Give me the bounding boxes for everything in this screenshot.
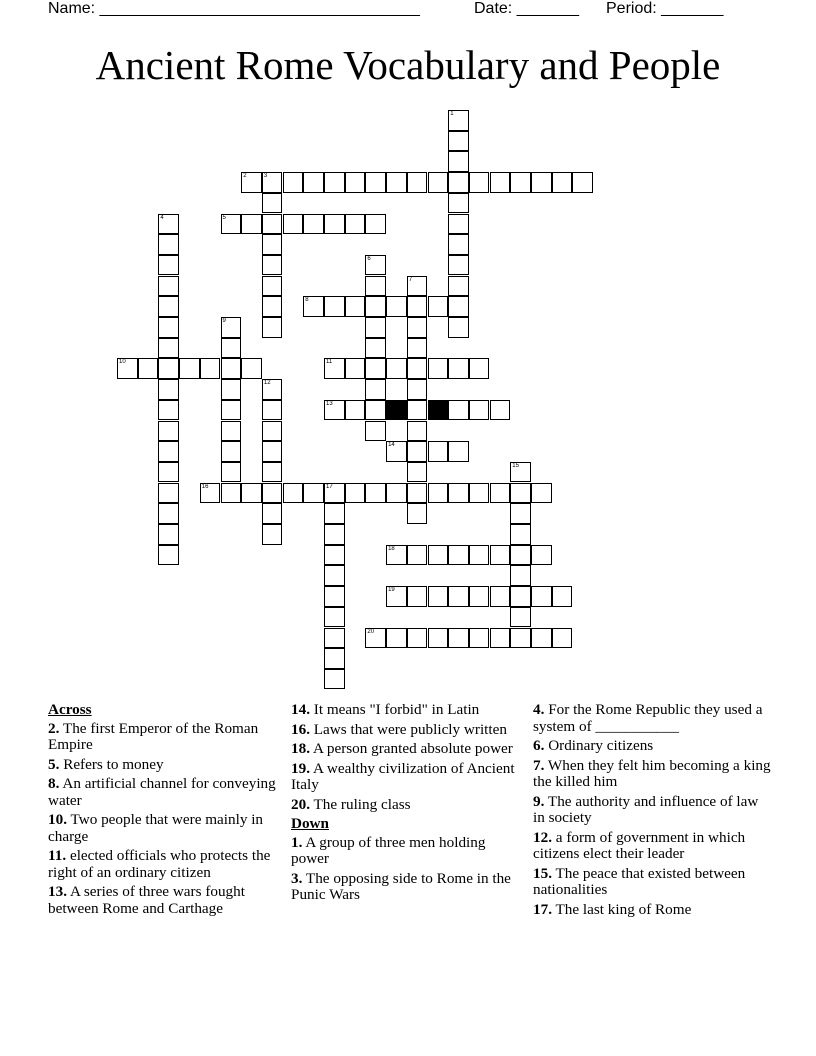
clue-item-text: The first Emperor of the Roman Empire: [48, 719, 259, 753]
grid-cell[interactable]: [221, 358, 242, 379]
clue-number: 16: [201, 483, 209, 490]
grid-cell[interactable]: [428, 296, 449, 317]
clue-item-text: Two people that were mainly in charge: [48, 811, 264, 845]
clue-item-number: 19.: [291, 759, 310, 777]
grid-cell[interactable]: [448, 400, 469, 421]
clue-item-number: 18.: [291, 740, 310, 757]
grid-cell[interactable]: [531, 545, 552, 566]
grid-cell[interactable]: [158, 338, 179, 359]
clue-item: [533, 702, 773, 735]
clue-number: 13: [326, 400, 333, 407]
grid-cell[interactable]: [490, 628, 511, 649]
grid-cell[interactable]: [407, 441, 428, 462]
grid-cell[interactable]: [324, 503, 345, 524]
grid-cell[interactable]: [324, 358, 345, 379]
grid-cell[interactable]: [221, 338, 242, 359]
grid-block: [386, 400, 407, 421]
date-field[interactable]: Date: _______: [474, 0, 579, 17]
clue-number: 19: [388, 587, 395, 594]
clue-item: [48, 757, 278, 774]
grid-cell[interactable]: [262, 441, 283, 462]
grid-cell[interactable]: [345, 296, 366, 317]
grid-cell[interactable]: [221, 317, 242, 338]
grid-cell[interactable]: [365, 172, 386, 193]
grid-cell[interactable]: [448, 545, 469, 566]
clue-item: [291, 797, 521, 814]
clue-number: 6: [367, 255, 371, 262]
grid-cell[interactable]: [158, 462, 179, 483]
clue-item: [291, 722, 521, 739]
grid-cell[interactable]: [158, 358, 179, 379]
grid-cell[interactable]: [221, 214, 242, 235]
grid-cell[interactable]: [469, 586, 490, 607]
grid-cell[interactable]: [324, 669, 345, 690]
grid-cell[interactable]: [572, 172, 593, 193]
grid-cell[interactable]: [552, 586, 573, 607]
grid-cell[interactable]: [158, 545, 179, 566]
grid-block: [428, 400, 449, 421]
clue-item-text: When they felt him becoming a king the killed him: [533, 756, 771, 790]
grid-cell[interactable]: [262, 214, 283, 235]
grid-cell[interactable]: [407, 317, 428, 338]
clue-number: 18: [388, 545, 395, 552]
clue-number: 1: [450, 111, 454, 117]
grid-cell[interactable]: [158, 276, 179, 297]
grid-cell[interactable]: [448, 234, 469, 255]
grid-cell[interactable]: [158, 441, 179, 462]
grid-cell[interactable]: [200, 483, 221, 504]
clue-item: [291, 761, 521, 794]
grid-cell[interactable]: [469, 358, 490, 379]
clue-number: 4: [160, 214, 164, 221]
grid-cell[interactable]: [158, 421, 179, 442]
clue-item-text: A series of three wars fought between Rome and Carthage: [48, 883, 245, 917]
grid-cell[interactable]: [531, 483, 552, 504]
grid-cell[interactable]: [448, 110, 469, 131]
clue-item: [291, 835, 521, 868]
grid-cell[interactable]: [552, 172, 573, 193]
grid-cell[interactable]: [365, 358, 386, 379]
grid-cell[interactable]: [345, 214, 366, 235]
clue-item-text: Refers to money: [59, 755, 164, 773]
grid-cell[interactable]: [365, 483, 386, 504]
grid-cell[interactable]: [510, 628, 531, 649]
grid-cell[interactable]: [283, 483, 304, 504]
grid-cell[interactable]: [365, 379, 386, 400]
grid-cell[interactable]: [407, 379, 428, 400]
grid-cell[interactable]: [262, 317, 283, 338]
grid-cell[interactable]: [448, 317, 469, 338]
grid-cell[interactable]: [407, 421, 428, 442]
clue-number: 20: [367, 628, 375, 635]
clue-column-2: [291, 702, 521, 907]
grid-cell[interactable]: [365, 276, 386, 297]
grid-cell[interactable]: [158, 379, 179, 400]
clue-item-text: A person granted absolute power: [309, 740, 513, 757]
clue-column-3: [533, 702, 773, 921]
grid-cell[interactable]: [510, 545, 531, 566]
clue-item-number: 3.: [291, 869, 303, 887]
grid-cell[interactable]: [386, 172, 407, 193]
grid-cell[interactable]: [490, 400, 511, 421]
grid-cell[interactable]: [262, 483, 283, 504]
grid-cell[interactable]: [241, 214, 262, 235]
clue-item-text: An artificial channel for conveying water: [48, 775, 276, 809]
clue-item-text: The last king of Rome: [551, 900, 692, 918]
clue-number: 8: [305, 297, 309, 304]
period-field[interactable]: Period: _______: [606, 0, 724, 17]
grid-cell[interactable]: [158, 234, 179, 255]
clue-item-number: 11.: [48, 847, 67, 864]
clue-item: [533, 866, 773, 899]
clue-number: 10: [119, 359, 126, 366]
grid-cell[interactable]: [262, 234, 283, 255]
grid-cell[interactable]: [407, 400, 428, 421]
grid-cell[interactable]: [365, 317, 386, 338]
grid-cell[interactable]: [158, 255, 179, 276]
grid-cell[interactable]: [510, 586, 531, 607]
grid-cell[interactable]: [407, 172, 428, 193]
clue-item-number: 8.: [48, 775, 60, 792]
grid-cell[interactable]: [428, 545, 449, 566]
grid-cell[interactable]: [324, 483, 345, 504]
grid-cell[interactable]: [490, 586, 511, 607]
clue-item-text: Laws that were publicly written: [309, 720, 507, 738]
grid-cell[interactable]: [324, 296, 345, 317]
grid-cell[interactable]: [324, 565, 345, 586]
down-heading: Down: [291, 815, 329, 832]
clue-number: 5: [222, 214, 226, 221]
grid-cell[interactable]: [303, 483, 324, 504]
clue-item-text: For the Rome Republic they used a system of ___________: [533, 701, 763, 735]
grid-cell[interactable]: [241, 172, 262, 193]
grid-cell[interactable]: [448, 214, 469, 235]
grid-cell[interactable]: [428, 483, 449, 504]
clue-item-text: elected officials who protects the right of an ordinary citizen: [48, 847, 271, 881]
clue-item: [533, 830, 773, 863]
grid-cell[interactable]: [510, 565, 531, 586]
grid-cell[interactable]: [303, 214, 324, 235]
grid-cell[interactable]: [531, 172, 552, 193]
grid-cell[interactable]: [221, 421, 242, 442]
grid-cell[interactable]: [448, 586, 469, 607]
clue-item-text: The peace that existed between nationalities: [533, 864, 746, 898]
grid-cell[interactable]: [469, 628, 490, 649]
grid-cell[interactable]: [324, 524, 345, 545]
clue-item-text: The authority and influence of law in society: [533, 792, 759, 826]
clue-item-number: 7.: [533, 756, 545, 774]
grid-cell[interactable]: [158, 503, 179, 524]
clue-column-1: [48, 702, 278, 920]
grid-cell[interactable]: [407, 545, 428, 566]
grid-cell[interactable]: [303, 172, 324, 193]
clue-number: 14: [388, 442, 395, 449]
grid-cell[interactable]: [324, 607, 345, 628]
grid-cell[interactable]: [345, 483, 366, 504]
grid-cell[interactable]: [386, 441, 407, 462]
clue-number: 15: [512, 462, 519, 469]
grid-cell[interactable]: [448, 296, 469, 317]
grid-cell[interactable]: [386, 483, 407, 504]
grid-cell[interactable]: [531, 586, 552, 607]
clue-item-number: 20.: [291, 795, 310, 813]
grid-cell[interactable]: [448, 131, 469, 152]
grid-cell[interactable]: [262, 524, 283, 545]
clue-item: [533, 902, 773, 919]
grid-cell[interactable]: [262, 276, 283, 297]
grid-cell[interactable]: [428, 586, 449, 607]
clue-item: [291, 702, 521, 719]
grid-cell[interactable]: [407, 628, 428, 649]
grid-cell[interactable]: [262, 172, 283, 193]
grid-cell[interactable]: [158, 400, 179, 421]
clue-item-text: Ordinary citizens: [544, 737, 654, 754]
grid-cell[interactable]: [365, 214, 386, 235]
clue-item: [48, 776, 278, 809]
grid-cell[interactable]: [365, 421, 386, 442]
clue-item-number: 2.: [48, 719, 60, 737]
clue-item-text: The opposing side to Rome in the Punic Wars: [291, 869, 511, 903]
grid-cell[interactable]: [365, 628, 386, 649]
clue-number: 11: [326, 359, 333, 366]
grid-cell[interactable]: [262, 255, 283, 276]
grid-cell[interactable]: [407, 358, 428, 379]
grid-cell[interactable]: [448, 172, 469, 193]
grid-cell[interactable]: [262, 193, 283, 214]
grid-cell[interactable]: [386, 586, 407, 607]
grid-cell[interactable]: [283, 172, 304, 193]
grid-cell[interactable]: [324, 214, 345, 235]
grid-cell[interactable]: [345, 172, 366, 193]
grid-cell[interactable]: [262, 462, 283, 483]
grid-cell[interactable]: [262, 400, 283, 421]
clue-number: 17: [326, 483, 333, 490]
grid-cell[interactable]: [428, 358, 449, 379]
grid-cell[interactable]: [365, 400, 386, 421]
clue-number: 3: [263, 173, 268, 180]
grid-cell[interactable]: [407, 276, 428, 297]
across-heading: Across: [48, 701, 92, 718]
clue-number: 9: [222, 318, 226, 324]
grid-cell[interactable]: [324, 628, 345, 649]
grid-cell[interactable]: [365, 338, 386, 359]
grid-cell[interactable]: [407, 503, 428, 524]
grid-cell[interactable]: [262, 421, 283, 442]
clue-item-number: 4.: [533, 701, 545, 718]
grid-cell[interactable]: [262, 379, 283, 400]
clue-item-number: 1.: [291, 833, 303, 851]
grid-cell[interactable]: [365, 255, 386, 276]
grid-cell[interactable]: [448, 193, 469, 214]
clue-item-text: A group of three men holding power: [291, 833, 486, 867]
clue-item-number: 17.: [533, 900, 552, 918]
grid-cell[interactable]: [407, 483, 428, 504]
grid-cell[interactable]: [448, 483, 469, 504]
grid-cell[interactable]: [490, 483, 511, 504]
grid-cell[interactable]: [386, 628, 407, 649]
grid-cell[interactable]: [448, 441, 469, 462]
grid-cell[interactable]: [200, 358, 221, 379]
grid-cell[interactable]: [448, 151, 469, 172]
grid-cell[interactable]: [510, 462, 531, 483]
clue-item: [291, 741, 521, 758]
clue-item-number: 15.: [533, 864, 552, 882]
grid-cell[interactable]: [324, 586, 345, 607]
grid-cell[interactable]: [324, 400, 345, 421]
grid-cell[interactable]: [552, 628, 573, 649]
grid-cell[interactable]: [324, 545, 345, 566]
grid-cell[interactable]: [490, 545, 511, 566]
clue-item-number: 14.: [291, 701, 310, 718]
grid-cell[interactable]: [241, 358, 262, 379]
grid-cell[interactable]: [386, 296, 407, 317]
clue-number: 2: [243, 173, 247, 180]
clue-number: 12: [263, 380, 271, 387]
clue-item-text: It means "I forbid" in Latin: [309, 701, 480, 718]
grid-cell[interactable]: [303, 296, 324, 317]
grid-cell[interactable]: [221, 441, 242, 462]
grid-cell[interactable]: [448, 628, 469, 649]
grid-cell[interactable]: [221, 483, 242, 504]
grid-cell[interactable]: [428, 441, 449, 462]
grid-cell[interactable]: [510, 172, 531, 193]
name-field[interactable]: Name: ____________________________________: [48, 0, 420, 17]
grid-cell[interactable]: [407, 586, 428, 607]
grid-cell[interactable]: [241, 483, 262, 504]
grid-cell[interactable]: [117, 358, 138, 379]
clue-item-number: 9.: [533, 792, 545, 810]
clue-item: [533, 794, 773, 827]
grid-cell[interactable]: [138, 358, 159, 379]
grid-cell[interactable]: [428, 628, 449, 649]
grid-cell[interactable]: [407, 462, 428, 483]
grid-cell[interactable]: [386, 358, 407, 379]
grid-cell[interactable]: [531, 628, 552, 649]
grid-cell[interactable]: [158, 296, 179, 317]
grid-cell[interactable]: [510, 483, 531, 504]
grid-cell[interactable]: [510, 524, 531, 545]
grid-cell[interactable]: [386, 545, 407, 566]
clue-item: [48, 884, 278, 917]
grid-cell[interactable]: [510, 503, 531, 524]
clue-item: [48, 721, 278, 754]
clue-item: [48, 848, 278, 881]
clue-item-number: 5.: [48, 755, 60, 773]
grid-cell[interactable]: [469, 400, 490, 421]
grid-cell[interactable]: [158, 317, 179, 338]
grid-cell[interactable]: [158, 483, 179, 504]
grid-cell[interactable]: [448, 276, 469, 297]
grid-cell[interactable]: [448, 358, 469, 379]
clue-item: [291, 871, 521, 904]
clue-item-number: 16.: [291, 720, 310, 738]
grid-cell[interactable]: [448, 255, 469, 276]
grid-cell[interactable]: [490, 172, 511, 193]
grid-cell[interactable]: [407, 296, 428, 317]
clue-item: [48, 812, 278, 845]
clue-item-text: A wealthy civilization of Ancient Italy: [291, 759, 515, 793]
grid-cell[interactable]: [469, 172, 490, 193]
clue-item-text: The ruling class: [309, 795, 411, 813]
grid-cell[interactable]: [221, 379, 242, 400]
clue-item: [533, 758, 773, 791]
grid-cell[interactable]: [221, 400, 242, 421]
grid-cell[interactable]: [407, 338, 428, 359]
clue-item-number: 6.: [533, 737, 545, 754]
clue-item-text: a form of government in which citizens elect their leader: [533, 828, 746, 862]
grid-cell[interactable]: [469, 545, 490, 566]
clue-number: 7: [408, 276, 413, 283]
grid-cell[interactable]: [345, 400, 366, 421]
grid-cell[interactable]: [262, 296, 283, 317]
clue-item-number: 13.: [48, 883, 67, 900]
clue-item: [533, 738, 773, 755]
grid-cell[interactable]: [179, 358, 200, 379]
grid-cell[interactable]: [365, 296, 386, 317]
grid-cell[interactable]: [158, 524, 179, 545]
grid-cell[interactable]: [510, 607, 531, 628]
grid-cell[interactable]: [283, 214, 304, 235]
grid-cell[interactable]: [221, 462, 242, 483]
grid-cell[interactable]: [428, 172, 449, 193]
clue-item-number: 10.: [48, 811, 67, 828]
grid-cell[interactable]: [158, 214, 179, 235]
grid-cell[interactable]: [324, 648, 345, 669]
grid-cell[interactable]: [324, 172, 345, 193]
grid-cell[interactable]: [469, 483, 490, 504]
page-title: Ancient Rome Vocabulary and People: [95, 42, 721, 88]
grid-cell[interactable]: [262, 503, 283, 524]
clue-item-number: 12.: [533, 828, 552, 846]
grid-cell[interactable]: [345, 358, 366, 379]
